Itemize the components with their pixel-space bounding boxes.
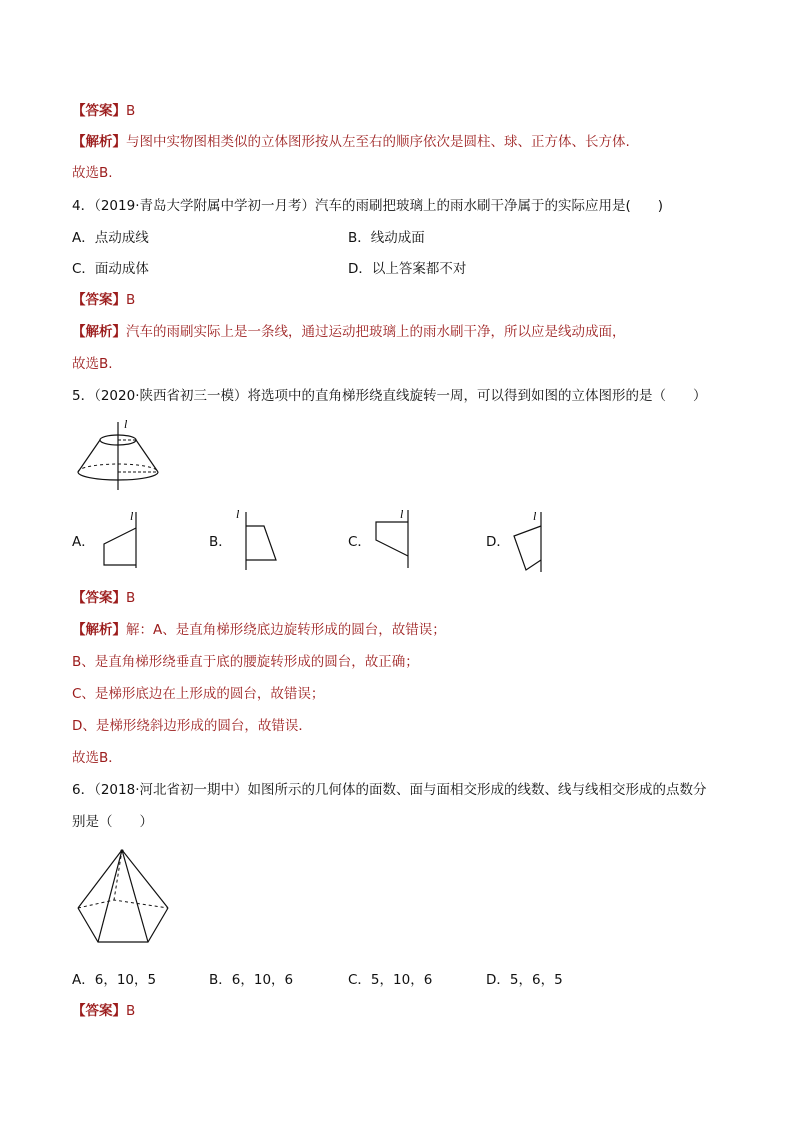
q5-option-c-figure	[370, 506, 418, 570]
q4-answer-line	[72, 290, 754, 310]
q3-analysis-line	[72, 132, 754, 152]
q5-option-d-figure	[508, 508, 550, 574]
q5-analysis-2: B、是直角梯形绕垂直于底的腰旋转形成的圆台，故正确；	[72, 654, 419, 670]
q6-option-d: D．5，6，5	[486, 972, 563, 988]
q3-answer: B	[126, 103, 136, 119]
q5-analysis-line	[72, 620, 754, 640]
svg-text:l: l	[533, 509, 537, 523]
q6-option-a: A．6，10，5	[72, 972, 157, 988]
answer-tag: 【答案】	[72, 590, 126, 606]
q4-option-d: D．以上答案都不对	[348, 261, 467, 277]
answer-tag: 【答案】	[72, 292, 126, 308]
q5-analysis-3: C、是梯形底边在上形成的圆台，故错误；	[72, 686, 325, 702]
q5-option-b-letter: B．	[209, 534, 232, 550]
frustum-figure	[74, 416, 164, 494]
q4-conclusion: 故选B.	[72, 356, 113, 372]
q6-stem-line1: 6．（2018·河北省初一期中）如图所示的几何体的面数、面与面相交形成的线数、线与线相交形成的点数分	[72, 782, 707, 798]
q3-conclusion: 故选B.	[72, 165, 113, 181]
q5-analysis-4: D、是梯形绕斜边形成的圆台，故错误．	[72, 718, 312, 734]
svg-text:l: l	[400, 507, 404, 521]
svg-text:l: l	[236, 507, 240, 521]
q5-option-a-figure	[96, 508, 146, 570]
q4-analysis-line	[72, 322, 754, 342]
analysis-tag: 【解析】	[72, 134, 126, 150]
q5-stem: 5．（2020·陕西省初三一模）将选项中的直角梯形绕直线旋转一周，可以得到如图的立体图形的是（ ）	[72, 388, 707, 404]
q6-stem-line2: 别是（ ）	[72, 814, 153, 830]
q4-answer: B	[126, 292, 136, 308]
analysis-tag: 【解析】	[72, 324, 126, 340]
q4-option-c: C．面动成体	[72, 261, 149, 277]
q5-option-a-letter: A．	[72, 534, 95, 550]
q4-option-b: B．线动成面	[348, 230, 425, 246]
q6-option-c: C．5，10，6	[348, 972, 433, 988]
svg-text:l: l	[130, 509, 134, 523]
q4-analysis: 汽车的雨刷实际上是一条线，通过运动把玻璃上的雨水刷干净，所以应是线动成面，	[126, 324, 626, 340]
pyramid-figure	[74, 846, 174, 948]
q5-analysis-1: 解：A、是直角梯形绕底边旋转形成的圆台，故错误；	[126, 622, 446, 638]
answer-tag: 【答案】	[72, 103, 126, 119]
q5-option-b-figure	[232, 506, 284, 572]
answer-tag: 【答案】	[72, 1003, 126, 1019]
q4-stem: 4．（2019·青岛大学附属中学初一月考）汽车的雨刷把玻璃上的雨水刷干净属于的实际应用是( )	[72, 198, 664, 214]
analysis-tag: 【解析】	[72, 622, 126, 638]
q5-answer-line	[72, 588, 754, 608]
q6-option-b: B．6，10，6	[209, 972, 294, 988]
axis-label: l	[124, 417, 128, 431]
q5-option-c-letter: C．	[348, 534, 371, 550]
q6-answer-line	[72, 1001, 754, 1021]
q5-option-d-letter: D．	[486, 534, 510, 550]
q5-conclusion: 故选B．	[72, 750, 122, 766]
q3-analysis: 与图中实物图相类似的立体图形按从左至右的顺序依次是圆柱、球、正方体、长方体.	[126, 134, 630, 150]
q5-answer: B	[126, 590, 136, 606]
q4-option-a: A．点动成线	[72, 230, 149, 246]
q6-answer: B	[126, 1003, 136, 1019]
q3-answer-line	[72, 101, 754, 121]
